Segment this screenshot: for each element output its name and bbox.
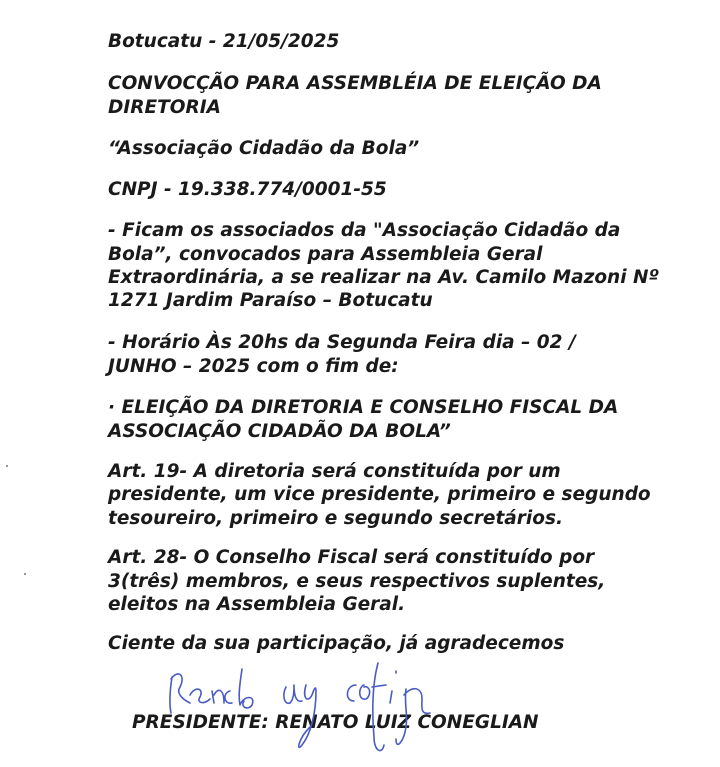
agenda-line-2: ASSOCIAÇÃO CIDADÃO DA BOLA” — [108, 421, 451, 442]
notice-line-1: - Ficam os associados da "Associação Cidadão da — [108, 220, 621, 241]
notice-line-3: Extraordinária, a se realizar na Av. Camilo Mazoni Nº — [108, 267, 659, 288]
president-line: PRESIDENTE: RENATO LUIZ CONEGLIAN — [132, 712, 539, 733]
title-line-2: DIRETORIA — [108, 97, 221, 118]
agenda-line-1: · ELEIÇÃO DA DIRETORIA E CONSELHO FISCAL DA — [108, 397, 619, 418]
association-name: “Associação Cidadão da Bola” — [108, 138, 420, 159]
article-28-line-3: eleitos na Assembleia Geral. — [108, 594, 406, 615]
article-19-line-1: Art. 19- A diretoria será constituída por um — [108, 461, 561, 482]
closing-line: Ciente da sua participação, já agradecemos — [108, 633, 565, 654]
schedule-line-1: - Horário Às 20hs da Segunda Feira dia – 02 / — [108, 332, 576, 353]
scan-speck — [6, 465, 8, 467]
scan-speck — [24, 573, 26, 575]
schedule-line-2: JUNHO – 2025 com o fim de: — [108, 356, 399, 377]
article-19-line-2: presidente, um vice presidente, primeiro e segundo — [108, 484, 651, 505]
date-line: Botucatu - 21/05/2025 — [108, 31, 340, 52]
signature-strokes — [170, 663, 430, 751]
cnpj-line: CNPJ - 19.338.774/0001-55 — [108, 179, 387, 200]
notice-line-4: 1271 Jardim Paraíso – Botucatu — [108, 290, 433, 311]
article-28-line-2: 3(três) membros, e seus respectivos suplentes, — [108, 571, 606, 592]
title-line-1: CONVOCÇÃO PARA ASSEMBLÉIA DE ELEIÇÃO DA — [108, 73, 602, 94]
handwritten-signature — [160, 655, 490, 765]
notice-line-2: Bola”, convocados para Assembleia Geral — [108, 244, 543, 265]
article-19-line-3: tesoureiro, primeiro e segundo secretários. — [108, 508, 564, 529]
article-28-line-1: Art. 28- O Conselho Fiscal será constituído por — [108, 547, 595, 568]
